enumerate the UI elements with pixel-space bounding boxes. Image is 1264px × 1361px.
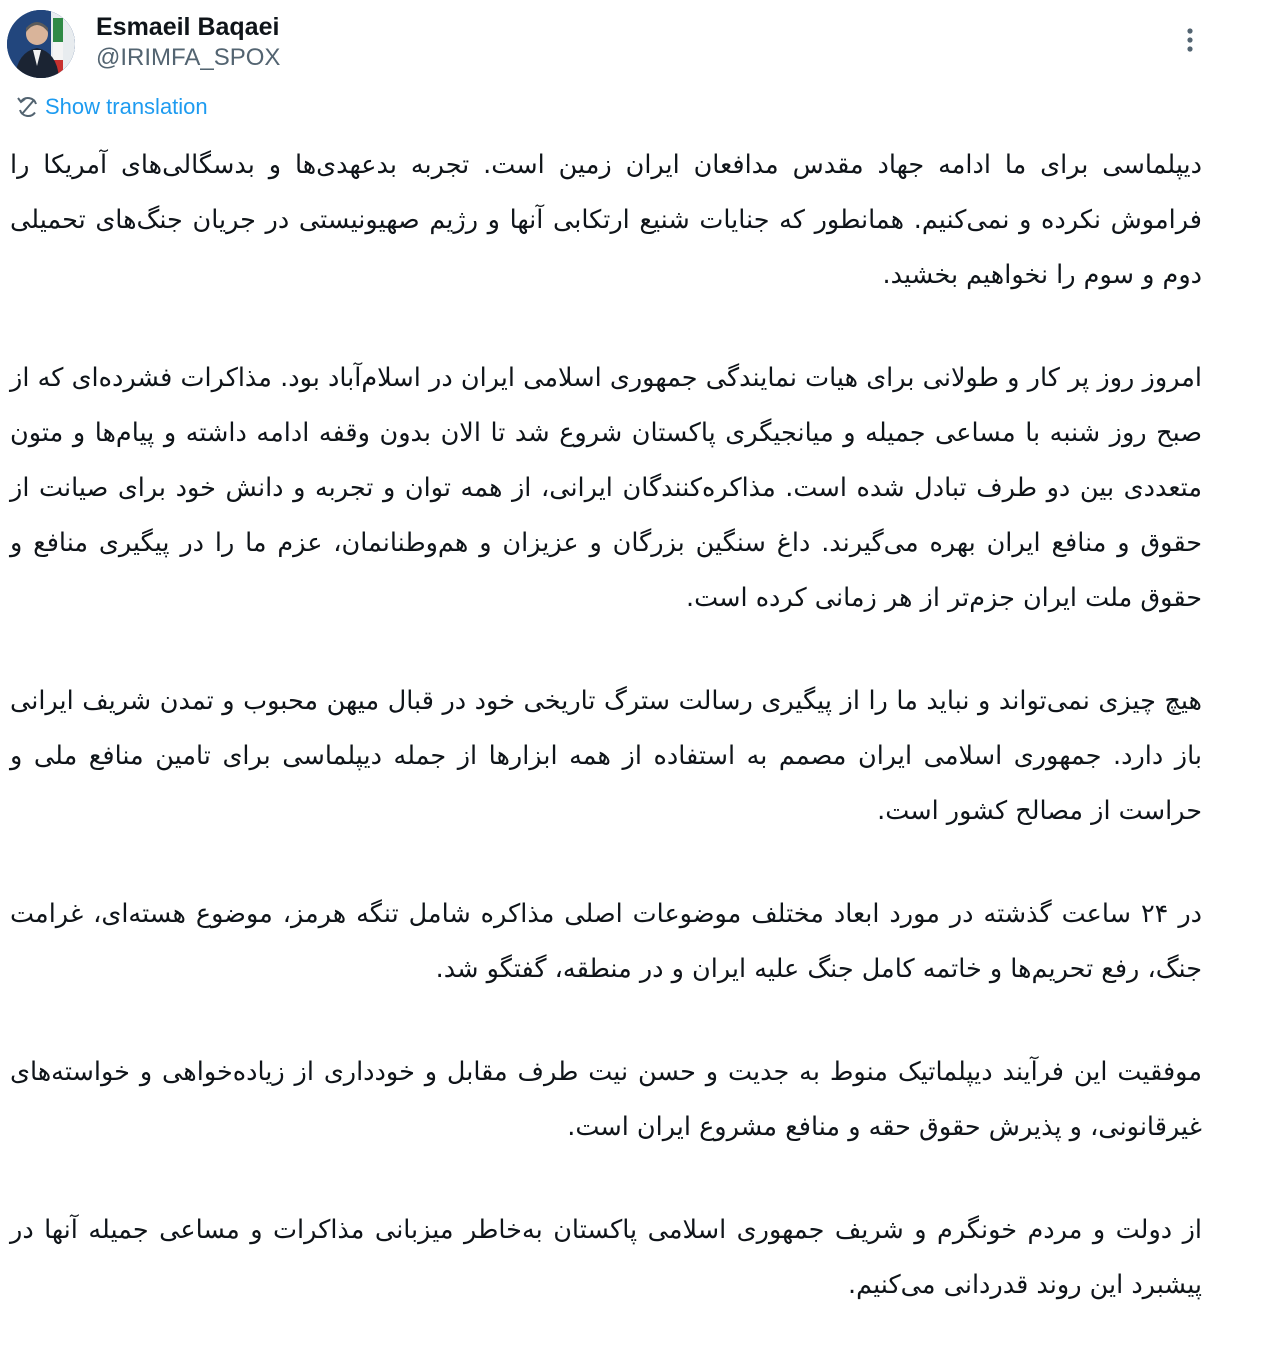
tweet-text bbox=[10, 138, 1202, 1361]
tweet-paragraph-6: از دولت و مردم خونگرم و شریف جمهوری اسلامی پاکستان به‌خاطر میزبانی مذاکرات و مساعی جمیله آنها در پیشبرد این روند قدردانی می‌کنیم. bbox=[10, 1215, 1202, 1300]
tweet-paragraph-3: هیچ چیزی نمی‌تواند و نباید ما را از پیگیری رسالت سترگ تاریخی خود در قبال میهن محبوب و تمدن شریف ایرانی باز دارد. جمهوری اسلامی ایران مصمم به استفاده از همه ابزارها از جمله دیپلماسی برای تامین منافع ملی و حراست از مصالح کشور است. bbox=[10, 686, 1202, 826]
avatar[interactable] bbox=[7, 10, 75, 78]
show-translation-button[interactable] bbox=[16, 92, 208, 122]
author-display-name[interactable]: Esmaeil Baqaei bbox=[96, 13, 280, 41]
author-handle[interactable]: @IRIMFA_SPOX bbox=[96, 44, 281, 71]
tweet-paragraph-4: در ۲۴ ساعت گذشته در مورد ابعاد مختلف موضوعات اصلی مذاکره شامل تنگه هرمز، موضوع هسته‌ای، غرامت جنگ، رفع تحریم‌ها و خاتمه کامل جنگ علیه ایران و در منطقه، گفتگو شد. bbox=[10, 899, 1202, 984]
show-translation-label: Show translation bbox=[45, 94, 208, 119]
tweet-paragraph-1: دیپلماسی برای ما ادامه جهاد مقدس مدافعان ایران زمین است. تجربه بدعهدی‌ها و بدسگالی‌های آمریکا را فراموش نکرده و نمی‌کنیم. همانطور که جنایات شنیع ارتکابی آنها و رژیم صهیونیستی در جریان جنگ‌های تحمیلی دوم و سوم را نخواهیم بخشید. bbox=[10, 150, 1202, 290]
translate-icon bbox=[16, 95, 40, 119]
tweet-paragraph-5: موفقیت این فرآیند دیپلماتیک منوط به جدیت و حسن نیت طرف مقابل و خودداری از زیاده‌خواهی و خواسته‌های غیرقانونی، و پذیرش حقوق حقه و منافع مشروع ایران است. bbox=[10, 1057, 1202, 1142]
more-options-button[interactable] bbox=[1170, 22, 1210, 58]
more-vertical-icon bbox=[1186, 27, 1194, 53]
tweet-header bbox=[0, 0, 1264, 90]
tweet-paragraph-2: امروز روز پر کار و طولانی برای هیات نمایندگی جمهوری اسلامی ایران در اسلام‌آباد بود. مذاکرات فشرده‌ای که از صبح روز شنبه با مساعی جمیله و میانجیگری پاکستان شروع شد تا الان بدون وقفه ادامه داشته و پیام‌ها و متون متعددی بین دو طرف تبادل شده است. مذاکره‌کنندگان ایرانی، از همه توان و تجربه و دانش خود برای صیانت از حقوق و منافع ایران بهره می‌گیرند. داغ سنگین بزرگان و عزیزان و هم‌وطنانمان، عزم ما را در پیگیری منافع و حقوق ملت ایران جزم‌تر از هر زمانی کرده است. bbox=[10, 363, 1202, 613]
author-info bbox=[96, 12, 280, 73]
